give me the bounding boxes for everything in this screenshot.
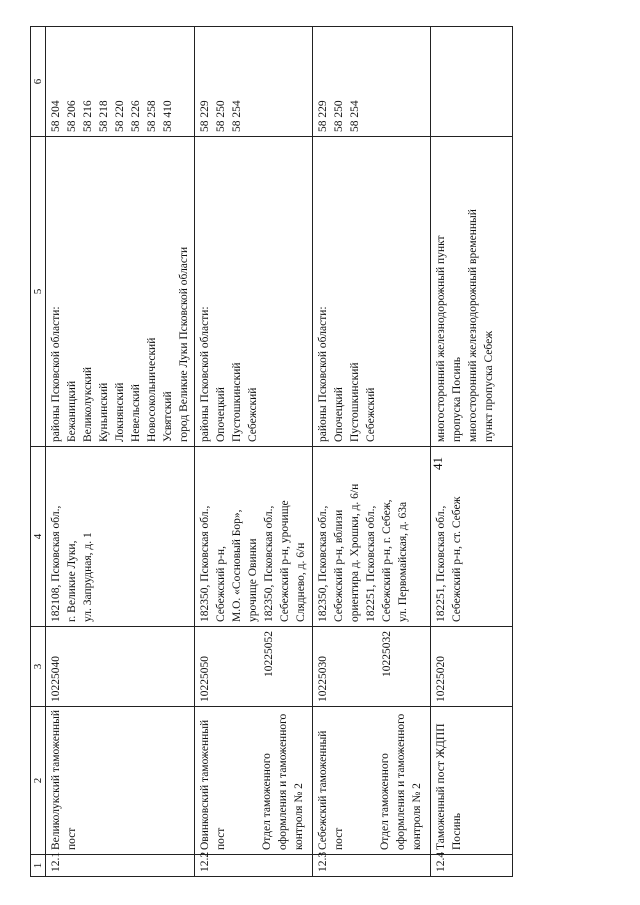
post-name: Таможенный пост ЖДПП Посинь (431, 707, 513, 855)
post-address: 182350, Псковская обл., Себежский р-н, М.О. «Сосновый Бор», урочище Овинки 182350, Псковская обл., Себежский р-н, урочище Сляднево, д. 6/н (195, 447, 313, 627)
row-number: 12.1 (46, 855, 195, 877)
okato-codes: 58 229 58 250 58 254 (313, 27, 431, 137)
table-row (313, 27, 431, 877)
post-address: 182251, Псковская обл., Себежский р-н, ст. Себеж (431, 447, 513, 627)
column-header: 6 (31, 27, 46, 137)
post-code: 10225030 10225032 (313, 627, 431, 707)
okato-codes (431, 27, 513, 137)
okato-codes: 58 229 58 250 58 254 (195, 27, 313, 137)
post-name: Себежский таможенный пост Отдел таможенного оформления и таможенного контроля № 2 (313, 707, 431, 855)
page-number: 41 (430, 457, 445, 470)
territory-list: районы Псковской области: Опочецкий Пустошкинский Себежский (313, 137, 431, 447)
table-row (46, 27, 195, 877)
customs-posts-table (30, 26, 513, 877)
row-number: 12.4 (431, 855, 513, 877)
territory-list: районы Псковской области: Бежаницкий Великолукский Куньинский Локнянский Невельский Новосокольнический Усвятский город Великие Луки Псковской области (46, 137, 195, 447)
post-name: Великолукский таможенный пост (46, 707, 195, 855)
territory-list: многосторонний железнодорожный пункт пропуска Посинь многосторонний железнодорожный временный пункт пропуска Себеж (431, 137, 513, 447)
table-row (431, 27, 513, 877)
column-header: 3 (31, 627, 46, 707)
column-header: 4 (31, 447, 46, 627)
post-name: Овинковский таможенный пост Отдел таможенного оформления и таможенного контроля № 2 (195, 707, 313, 855)
column-header: 2 (31, 707, 46, 855)
column-header: 1 (31, 855, 46, 877)
territory-list: районы Псковской области: Опочецкий Пустошкинский Себежский (195, 137, 313, 447)
column-header: 5 (31, 137, 46, 447)
post-address: 182108, Псковская обл., г. Великие Луки, ул. Запрудная, д. 1 (46, 447, 195, 627)
okato-codes: 58 204 58 206 58 216 58 218 58 220 58 226 58 258 58 410 (46, 27, 195, 137)
column-number-row (31, 27, 46, 877)
post-address: 182350, Псковская обл., Себежский р-н, вблизи ориентира д. Хрошки, д. 6/н 182251, Псковская обл., Себежский р-н, г. Себеж, ул. Первомайская, д. 63а (313, 447, 431, 627)
table-row (195, 27, 313, 877)
post-code: 10225020 (431, 627, 513, 707)
row-number: 12.3 (313, 855, 431, 877)
post-code: 10225050 10225052 (195, 627, 313, 707)
row-number: 12.2 (195, 855, 313, 877)
post-code: 10225040 (46, 627, 195, 707)
